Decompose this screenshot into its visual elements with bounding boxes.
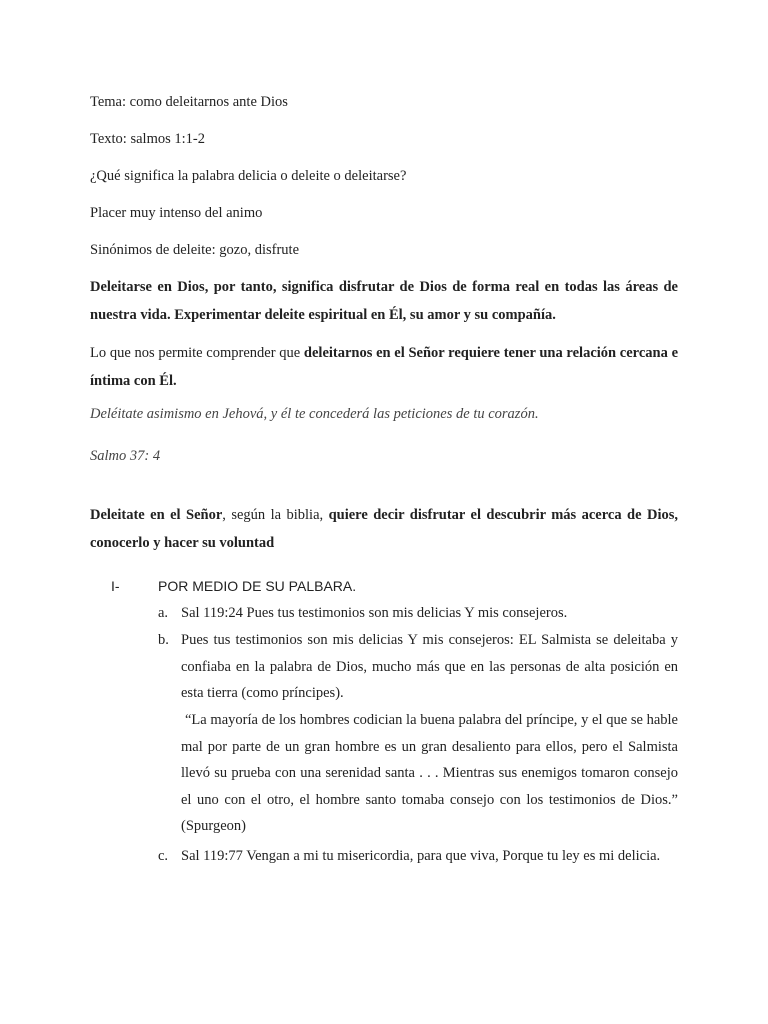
spurgeon-quote: “La mayoría de los hombres codician la buena palabra del príncipe, y el que se hable mal por parte de un gran hombre es un gran desaliento para ellos, pero el Salmista llevó su prueba con una serenidad santa . . . Mientras sus enemigos tomaron consejo el uno con el otro, el hombre santo tomaba consejo con los testimonios de Dios.” (Spurgeon) — [181, 712, 678, 834]
list-item: Sal 119:24 Pues tus testimonios son mis delicias Y mis consejeros. — [181, 605, 568, 621]
item-letter: c. — [158, 848, 169, 864]
paragraph-senor-bold-a: Deleitate en el Señor — [90, 507, 223, 523]
paragraph-comprender-bold: deleitarnos en el Señor requiere tener una relación cercana e íntima con Él. — [90, 345, 678, 389]
tema-line: Tema: como deleitarnos ante Dios — [90, 94, 288, 110]
item-letter: b. — [158, 632, 169, 648]
texto-line: Texto: salmos 1:1-2 — [90, 131, 205, 147]
paragraph-comprender — [90, 339, 678, 395]
paragraph-senor-bold-b: quiere decir disfrutar el descubrir más acerca de Dios, conocerlo y hacer su voluntad — [90, 507, 678, 551]
paragraph-senor-plain: , según la biblia, — [222, 507, 329, 523]
paragraph-senor — [90, 501, 678, 557]
paragraph-comprender-intro: Lo que nos permite comprender que — [90, 345, 304, 361]
definicion-line: Placer muy intenso del animo — [90, 205, 263, 221]
pregunta-line: ¿Qué significa la palabra delicia o deleite o deleitarse? — [90, 168, 407, 184]
verse-quote: Deléitate asimismo en Jehová, y él te concederá las peticiones de tu corazón. — [90, 406, 539, 422]
item-letter: a. — [158, 605, 169, 621]
section-title: POR MEDIO DE SU PALBARA. — [158, 578, 357, 594]
list-item: Sal 119:77 Vengan a mi tu misericordia, para que viva, Porque tu ley es mi delicia. — [181, 848, 661, 864]
sinonimos-line: Sinónimos de deleite: gozo, disfrute — [90, 242, 300, 258]
list-item: Pues tus testimonios son mis delicias Y mis consejeros: EL Salmista se deleitaba y confiaba en la palabra de Dios, mucho más que en las personas de alta posición en esta tierra (como príncipes). — [181, 632, 678, 701]
verse-reference: Salmo 37: 4 — [90, 448, 161, 464]
section-numeral: I- — [111, 578, 120, 594]
paragraph-deleitarse: Deleitarse en Dios, por tanto, significa disfrutar de Dios de forma real en todas las áreas de nuestra vida. Experimentar deleite espiritual en Él, su amor y su compañía. — [90, 279, 678, 323]
